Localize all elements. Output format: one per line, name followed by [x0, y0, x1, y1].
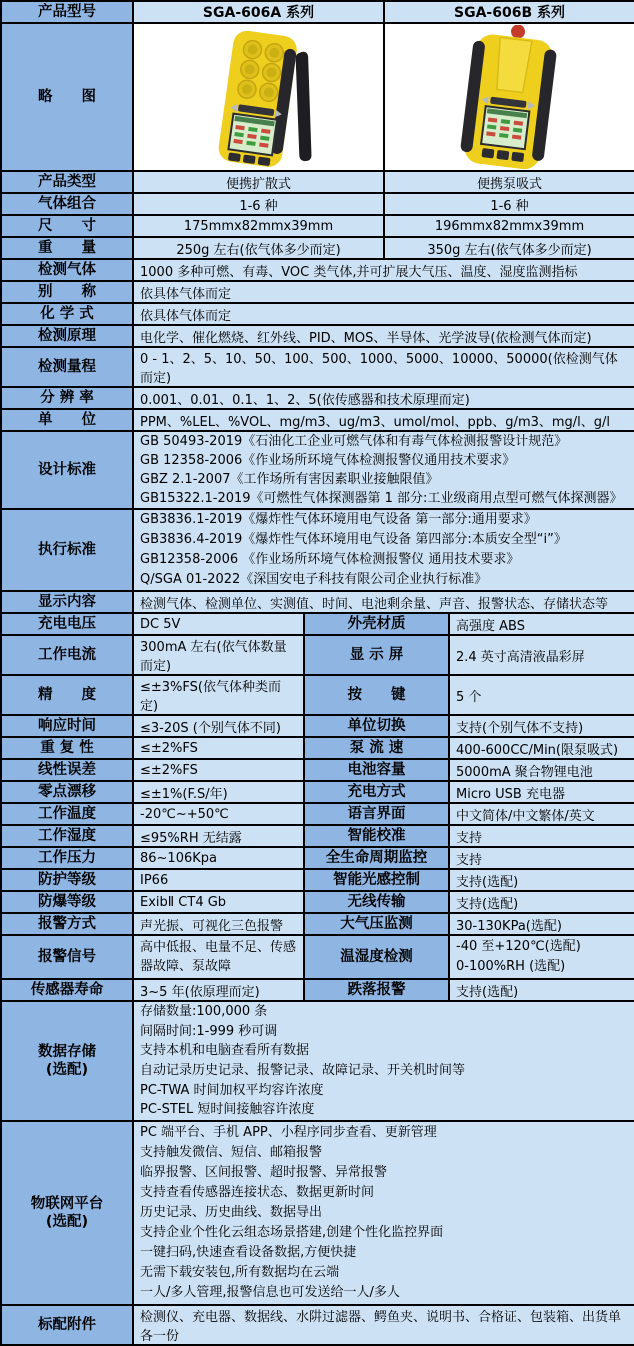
row-working-current [1, 635, 634, 675]
row-exec-standard [1, 509, 634, 591]
row-repeatability [1, 737, 634, 759]
display-screen-value: 2.4 英寸高清液晶彩屏 [449, 635, 634, 675]
lifecycle-monitor-label: 全生命周期监控 [304, 847, 449, 869]
working-current-value: 300mA 左右(依气体数量而定) [133, 635, 304, 675]
row-gas-combination [1, 193, 634, 215]
lifecycle-monitor-value: 支持 [449, 847, 634, 869]
iot-platform-label-line1: 物联网平台 [30, 1196, 104, 1212]
data-storage-line: 自动记录历史记录、报警记录、故障记录、开关机时间等 [140, 1063, 466, 1078]
row-protection-rating [1, 869, 634, 891]
charge-voltage-value: DC 5V [133, 613, 304, 635]
detection-range-value: 0 - 1、2、5、10、50、100、500、1000、5000、10000、50000(依检测气体而定) [133, 347, 634, 387]
row-resolution [1, 387, 634, 409]
row-design-standard [1, 431, 634, 509]
iot-platform-label-line2: (选配) [45, 1214, 89, 1230]
sensor-life-value: 3~5 年(依原理而定) [133, 979, 304, 1001]
design-standard-line: GB 12358-2006《作业场所环境气体检测报警仪通用技术要求》 [140, 453, 516, 468]
shell-material-value: 高强度 ABS [449, 613, 634, 635]
sketch-label: 略 图 [1, 23, 133, 171]
language-value: 中文简体/中文繁体/英文 [449, 803, 634, 825]
product-image-a-cell [133, 23, 384, 171]
design-standard-line: GB15322.1-2019《可燃性气体探测器第 1 部分:工业级商用点型可燃气体探测器》 [140, 491, 623, 506]
response-time-label: 响应时间 [1, 715, 133, 737]
accuracy-value: ≤±3%FS(依气体种类而定) [133, 675, 304, 715]
product-image-b-cell [384, 23, 634, 171]
row-detection-principle [1, 325, 634, 347]
resolution-label: 分 辨 率 [1, 387, 133, 409]
alarm-mode-value: 声光振、可视化三色报警 [133, 913, 304, 935]
detection-range-label: 检测量程 [1, 347, 133, 387]
design-standard-value [133, 431, 634, 509]
display-content-value: 检测气体、检测单位、实测值、时间、电池剩余量、声音、报警状态、存储状态等 [133, 591, 634, 613]
alarm-signal-value [133, 935, 304, 979]
product-type-a: 便携扩散式 [133, 171, 384, 193]
product-image-a [134, 25, 383, 169]
data-storage-line: 支持本机和电脑查看所有数据 [140, 1043, 310, 1059]
display-screen-label: 显 示 屏 [304, 635, 449, 675]
temp-humidity-line: -40 至+120℃(选配) [456, 939, 581, 954]
design-standard-label: 设计标准 [1, 431, 133, 509]
row-working-temperature [1, 803, 634, 825]
row-weight [1, 237, 634, 259]
language-label: 语言界面 [304, 803, 449, 825]
design-standard-line: GBZ 2.1-2007《工作场所有害因素职业接触限值》 [140, 472, 439, 487]
dimensions-b: 196mmx82mmx39mm [384, 215, 634, 237]
sensor-life-label: 传感器寿命 [1, 979, 133, 1001]
resolution-value: 0.001、0.01、0.1、1、2、5(依传感器和技术原理而定) [133, 387, 634, 409]
row-detected-gas [1, 259, 634, 281]
iot-platform-line: 临界报警、区间报警、超时报警、异常报警 [140, 1164, 388, 1180]
wireless-value: 支持(选配) [449, 891, 634, 913]
working-current-label: 工作电流 [1, 635, 133, 675]
row-display-content [1, 591, 634, 613]
working-temperature-label: 工作温度 [1, 803, 133, 825]
iot-platform-line: 无需下载安装包,所有数据均在云端 [140, 1265, 340, 1281]
alias-label: 别 称 [1, 281, 133, 303]
accessories-value: 检测仪、充电器、数据线、水阱过滤器、鳄鱼夹、说明书、合格证、包装箱、出货单各一份 [133, 1305, 634, 1345]
row-explosion-proof [1, 891, 634, 913]
row-dimensions [1, 215, 634, 237]
units-value: PPM、%LEL、%VOL、mg/m3、ug/m3、umol/mol、ppb、g/m3、mg/l、g/l [133, 409, 634, 431]
detection-principle-value: 电化学、催化燃烧、红外线、PID、MOS、半导体、光学波导(依检测气体而定) [133, 325, 634, 347]
row-working-humidity [1, 825, 634, 847]
display-content-label: 显示内容 [1, 591, 133, 613]
row-charge-voltage [1, 613, 634, 635]
explosion-proof-label: 防爆等级 [1, 891, 133, 913]
series-b-header: SGA-606B 系列 [384, 1, 634, 23]
unit-switch-label: 单位切换 [304, 715, 449, 737]
data-storage-line: 存储数量:100,000 条 [140, 1004, 268, 1020]
row-alarm-mode [1, 913, 634, 935]
chemical-formula-label: 化 学 式 [1, 303, 133, 325]
explosion-proof-value: ExibⅡ CT4 Gb [133, 891, 304, 913]
temp-humidity-value [449, 935, 634, 979]
iot-platform-line: 支持触发微信、短信、邮箱报警 [140, 1144, 323, 1160]
gas-combination-label: 气体组合 [1, 193, 133, 215]
iot-platform-line: 支持查看传感器连接状态、数据更新时间 [140, 1184, 375, 1200]
repeatability-label: 重 复 性 [1, 737, 133, 759]
detected-gas-value: 1000 多种可燃、有毒、VOC 类气体,并可扩展大气压、温度、湿度监测指标 [133, 259, 634, 281]
buttons-value: 5 个 [449, 675, 634, 715]
weight-a: 250g 左右(依气体多少而定) [133, 237, 384, 259]
data-storage-label-line2: (选配) [45, 1062, 89, 1078]
response-time-value: ≤3-20S (个别气体不同) [133, 715, 304, 737]
row-alias [1, 281, 634, 303]
row-iot-platform [1, 1121, 634, 1305]
chemical-formula-value: 依具体气体而定 [133, 303, 634, 325]
exec-standard-line: Q/SGA 01-2022《深国安电子科技有限公司企业执行标准》 [140, 572, 488, 587]
dimensions-label: 尺 寸 [1, 215, 133, 237]
iot-platform-line: PC 端平台、手机 APP、小程序同步查看、更新管理 [140, 1124, 437, 1140]
battery-capacity-value: 5000mA 聚合物锂电池 [449, 759, 634, 781]
light-sensor-label: 智能光感控制 [304, 869, 449, 891]
exec-standard-line: GB3836.1-2019《爆炸性气体环境用电气设备 第一部分:通用要求》 [140, 512, 537, 527]
iot-platform-value [133, 1121, 634, 1305]
iot-platform-label [1, 1121, 133, 1305]
smart-calibration-label: 智能校准 [304, 825, 449, 847]
gas-combination-b: 1-6 种 [384, 193, 634, 215]
repeatability-value: ≤±2%FS [133, 737, 304, 759]
linearity-error-label: 线性误差 [1, 759, 133, 781]
row-sketch [1, 23, 634, 171]
exec-standard-line: GB3836.4-2019《爆炸性气体环境用电气设备 第四部分:本质安全型“i”》 [140, 532, 567, 547]
drop-alarm-value: 支持(选配) [449, 979, 634, 1001]
light-sensor-value: 支持(选配) [449, 869, 634, 891]
charge-method-label: 充电方式 [304, 781, 449, 803]
battery-capacity-label: 电池容量 [304, 759, 449, 781]
weight-label: 重 量 [1, 237, 133, 259]
row-units [1, 409, 634, 431]
row-detection-range [1, 347, 634, 387]
alarm-mode-label: 报警方式 [1, 913, 133, 935]
exec-standard-line: GB12358-2006 《作业场所环境气体检测报警仪 通用技术要求》 [140, 552, 520, 567]
data-storage-line: 间隔时间:1-999 秒可调 [140, 1023, 278, 1039]
row-alarm-signal [1, 935, 634, 979]
series-a-header: SGA-606A 系列 [133, 1, 384, 23]
row-working-pressure [1, 847, 634, 869]
barometric-monitor-label: 大气压监测 [304, 913, 449, 935]
weight-b: 350g 左右(依气体多少而定) [384, 237, 634, 259]
temp-humidity-label: 温湿度检测 [304, 935, 449, 979]
units-label: 单 位 [1, 409, 133, 431]
data-storage-label-line1: 数据存储 [38, 1044, 96, 1060]
dimensions-a: 175mmx82mmx39mm [133, 215, 384, 237]
working-pressure-value: 86~106Kpa [133, 847, 304, 869]
alarm-signal-text: 高中低报、电量不足、传感器故障、泵故障 [140, 940, 297, 974]
accessories-label: 标配附件 [1, 1305, 133, 1345]
buttons-label: 按 键 [304, 675, 449, 715]
wireless-label: 无线传输 [304, 891, 449, 913]
smart-calibration-value: 支持 [449, 825, 634, 847]
unit-switch-value: 支持(个别气体不支持) [449, 715, 634, 737]
detection-principle-label: 检测原理 [1, 325, 133, 347]
shell-material-label: 外壳材质 [304, 613, 449, 635]
row-product-type [1, 171, 634, 193]
detected-gas-label: 检测气体 [1, 259, 133, 281]
working-humidity-value: ≤95%RH 无结露 [133, 825, 304, 847]
protection-rating-label: 防护等级 [1, 869, 133, 891]
zero-drift-label: 零点漂移 [1, 781, 133, 803]
data-storage-line: PC-TWA 时间加权平均容许浓度 [140, 1082, 324, 1098]
row-product-model [1, 1, 634, 23]
row-linearity-error [1, 759, 634, 781]
working-pressure-label: 工作压力 [1, 847, 133, 869]
working-humidity-label: 工作湿度 [1, 825, 133, 847]
exec-standard-label: 执行标准 [1, 509, 133, 591]
exec-standard-value [133, 509, 634, 591]
data-storage-label [1, 1001, 133, 1121]
pump-rate-label: 泵 流 速 [304, 737, 449, 759]
alarm-signal-label: 报警信号 [1, 935, 133, 979]
charge-voltage-label: 充电电压 [1, 613, 133, 635]
row-accuracy [1, 675, 634, 715]
drop-alarm-label: 跌落报警 [304, 979, 449, 1001]
row-response-time [1, 715, 634, 737]
charge-method-value: Micro USB 充电器 [449, 781, 634, 803]
accuracy-label: 精 度 [1, 675, 133, 715]
row-accessories [1, 1305, 634, 1345]
product-image-b [385, 25, 634, 169]
data-storage-value [133, 1001, 634, 1121]
protection-rating-value: IP66 [133, 869, 304, 891]
row-data-storage [1, 1001, 634, 1121]
iot-platform-line: 一键扫码,快速查看设备数据,方便快捷 [140, 1245, 357, 1261]
barometric-monitor-value: 30-130KPa(选配) [449, 913, 634, 935]
product-type-b: 便携泵吸式 [384, 171, 634, 193]
gas-combination-a: 1-6 种 [133, 193, 384, 215]
row-chemical-formula [1, 303, 634, 325]
working-temperature-value: -20℃~+50℃ [133, 803, 304, 825]
pump-rate-value: 400-600CC/Min(限泵吸式) [449, 737, 634, 759]
design-standard-line: GB 50493-2019《石油化工企业可燃气体和有毒气体检测报警设计规范》 [140, 434, 568, 449]
row-zero-drift [1, 781, 634, 803]
temp-humidity-line: 0-100%RH (选配) [456, 959, 566, 974]
product-type-label: 产品类型 [1, 171, 133, 193]
iot-platform-line: 支持企业个性化云组态场景搭建,创建个性化监控界面 [140, 1225, 444, 1241]
zero-drift-value: ≤±1%(F.S/年) [133, 781, 304, 803]
iot-platform-line: 一人/多人管理,报警信息也可发送给一人/多人 [140, 1285, 400, 1301]
iot-platform-line: 历史记录、历史曲线、数据导出 [140, 1204, 323, 1220]
product-model-label: 产品型号 [1, 1, 133, 23]
row-sensor-life [1, 979, 634, 1001]
data-storage-line: PC-STEL 短时间接触容许浓度 [140, 1102, 315, 1118]
linearity-error-value: ≤±2%FS [133, 759, 304, 781]
alias-value: 依具体气体而定 [133, 281, 634, 303]
